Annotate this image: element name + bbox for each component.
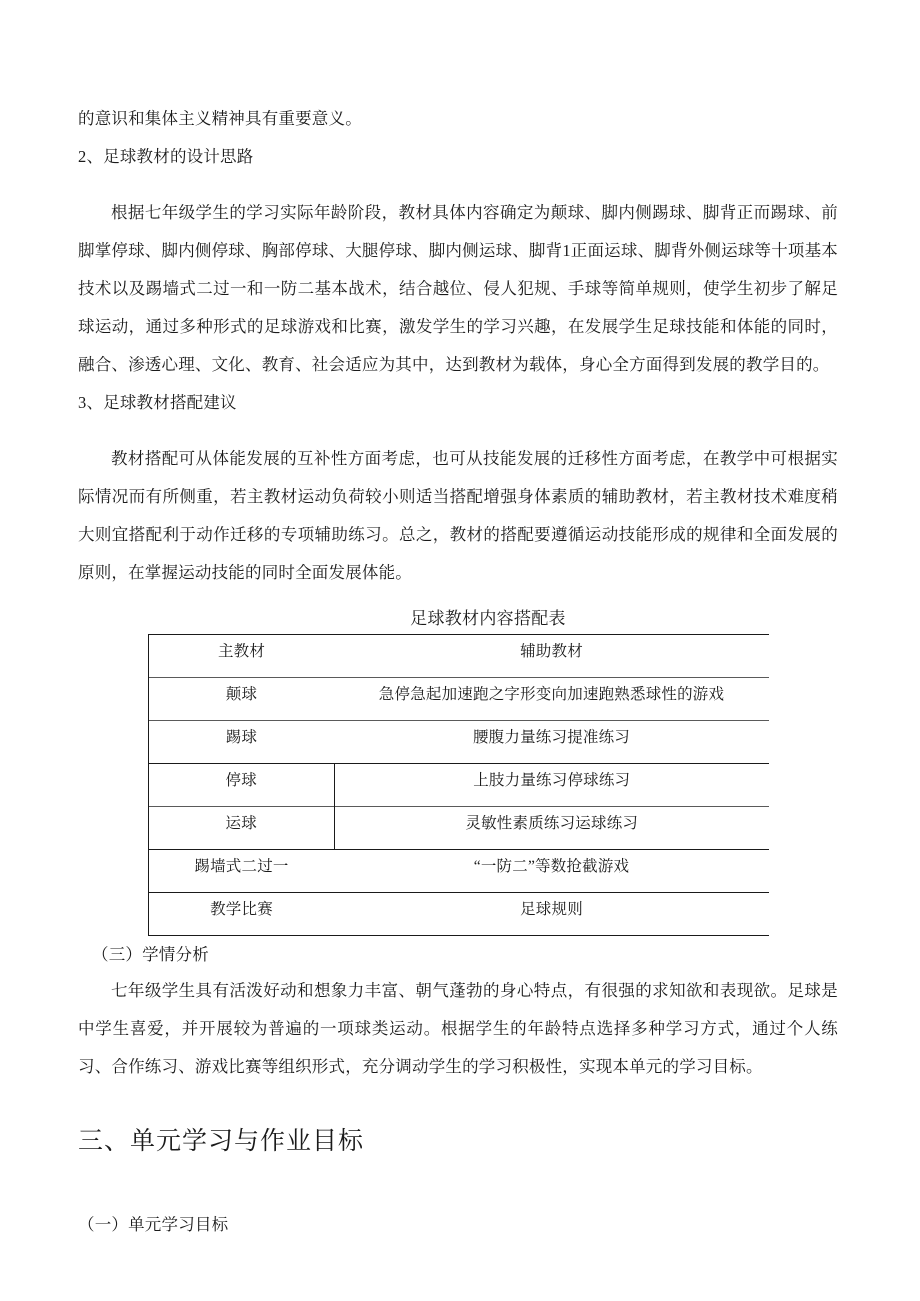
- row-aux-1-left: 腰腹力量练习: [472, 729, 568, 746]
- row-aux-2-left: 上肢力量练习: [473, 772, 568, 789]
- row-aux-4: [334, 850, 769, 893]
- table-row: [149, 764, 770, 807]
- table-header-auxiliary: 辅助教材: [334, 635, 769, 678]
- table-row: [149, 893, 770, 936]
- row-main-2: 停球: [149, 764, 335, 807]
- row-aux-2-right: 停球练习: [567, 772, 631, 789]
- section-three-heading: 三、单元学习与作业目标: [78, 1128, 365, 1155]
- row-main-5: 教学比赛: [149, 893, 335, 936]
- paragraph-student-analysis: 七年级学生具有活泼好动和想象力丰富、朝气蓬勃的身心特点，有很强的求知欲和表现欲。足球是中学生喜爱，并开展较为普遍的一项球类运动。根据学生的年龄特点选择多种学习方式，通过个人练习、合作练习、游戏比赛等组织形式，充分调动学生的学习积极性，实现本单元的学习目标。: [78, 981, 838, 1076]
- table-header-main: 主教材: [149, 635, 335, 678]
- row-aux-4-left: “一防二”: [473, 858, 536, 875]
- row-main-1: 踢球: [149, 721, 335, 764]
- table-row: [149, 807, 770, 850]
- heading-student-analysis: （三）学情分析: [92, 945, 209, 964]
- row-main-0: 颠球: [149, 678, 335, 721]
- paragraph-pairing-advice: 教材搭配可从体能发展的互补性方面考虑，也可从技能发展的迁移性方面考虑，在教学中可根据实际情况而有所侧重，若主教材运动负荷较小则适当搭配增强身体素质的辅助教材，若主教材技术难度稍大则宜搭配利于动作迁移的专项辅助练习。总之，教材的搭配要遵循运动技能形成的规律和全面发展的原则，在掌握运动技能的同时全面发展体能。: [78, 449, 838, 582]
- table-row: [149, 678, 770, 721]
- section-three-subheading: （一）单元学习目标: [78, 1215, 229, 1234]
- table-row: [149, 850, 770, 893]
- row-aux-1-right: 提准练习: [567, 729, 630, 746]
- row-aux-5: 足球规则: [334, 893, 769, 936]
- table-block: [78, 606, 838, 936]
- row-aux-2: [334, 764, 769, 807]
- row-aux-0: 急停急起加速跑之字形变向加速跑熟悉球性的游戏: [334, 678, 769, 721]
- row-aux-3: 灵敏性素质练习运球练习: [334, 807, 769, 850]
- row-main-4: 踢墙式二过一: [149, 850, 335, 893]
- table-body: [149, 635, 770, 936]
- table-header-row: [149, 635, 770, 678]
- carryover-paragraph: 的意识和集体主义精神具有重要意义。: [78, 109, 362, 128]
- heading-pairing-advice: 3、足球教材搭配建议: [78, 393, 237, 412]
- row-aux-4-right: 等数抢截游戏: [535, 858, 630, 875]
- heading-design-approach: 2、足球教材的设计思路: [78, 147, 254, 166]
- row-main-3: 运球: [149, 807, 335, 850]
- paragraph-design-approach: 根据七年级学生的学习实际年龄阶段，教材具体内容确定为颠球、脚内侧踢球、脚背正而踢球、前脚掌停球、脚内侧停球、胸部停球、大腿停球、脚内侧运球、脚背1正面运球、脚背外侧运球等十项基本技术以及踢墙式二过一和一防二基本战术，结合越位、侵人犯规、手球等简单规则，使学生初步了解足球运动，通过多种形式的足球游戏和比赛，激发学生的学习兴趣，在发展学生足球技能和体能的同时，融合、渗透心理、文化、教育、社会适应为其中，达到教材为载体，身心全方面得到发展的教学目的。: [78, 203, 838, 374]
- table-row: [149, 721, 770, 764]
- row-aux-1: [334, 721, 769, 764]
- table-caption: 足球教材内容搭配表: [410, 609, 566, 628]
- content-pairing-table: [148, 634, 769, 936]
